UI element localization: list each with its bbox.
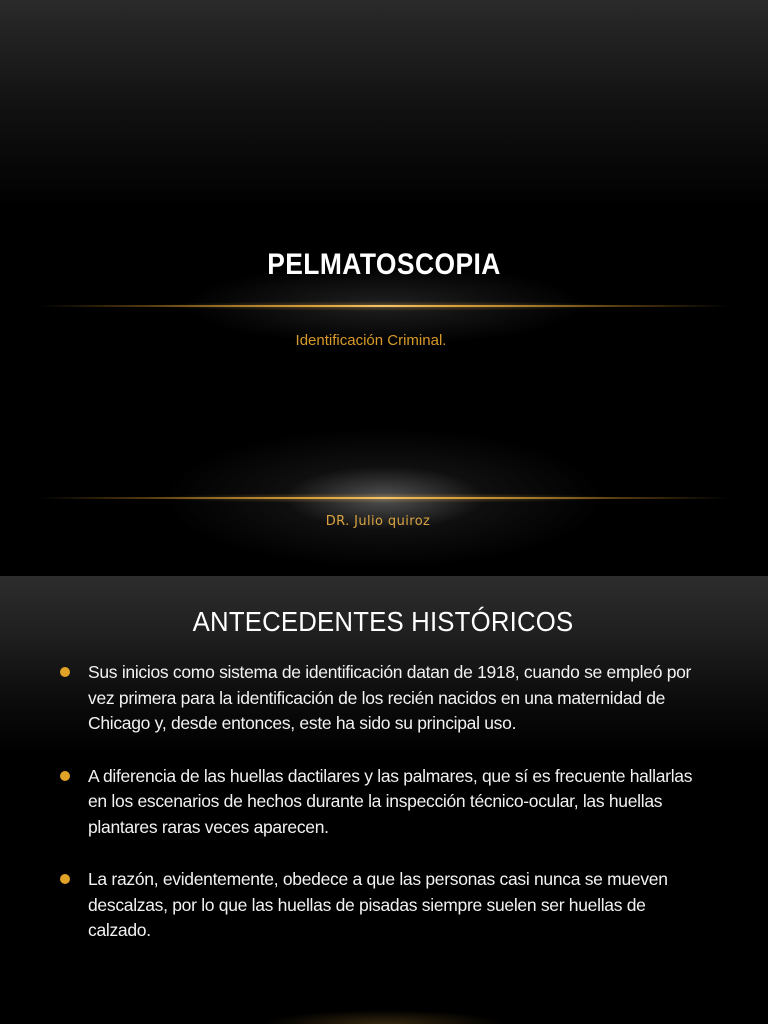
- bullet-list: [60, 660, 710, 971]
- bullet-item: [60, 764, 710, 841]
- bullet-item: [60, 660, 710, 737]
- slide-title: PELMATOSCOPIA: [267, 248, 501, 281]
- bullet-text: A diferencia de las huellas dactilares y las palmares, que sí es frecuente hallarlas en los escenarios de hechos durante la inspección técnico-ocular, las huellas plantares raras veces aparecen.: [88, 765, 693, 837]
- slide-subtitle: Identificación Criminal.: [295, 332, 447, 349]
- title-divider: [40, 305, 728, 307]
- author-name: DR. Julio quiroz: [325, 514, 431, 529]
- bullet-item: [60, 867, 710, 944]
- content-slide: [0, 576, 768, 1024]
- bullet-text: La razón, evidentemente, obedece a que las personas casi nunca se mueven descalzas, por lo que las huellas de pisadas siempre suelen ser huellas de calzado.: [88, 869, 668, 940]
- bullet-dot-icon: [60, 874, 70, 884]
- section-title: ANTECEDENTES HISTÓRICOS: [192, 606, 574, 637]
- bullet-dot-icon: [60, 771, 70, 781]
- author-divider: [40, 497, 728, 499]
- bullet-text: Sus inicios como sistema de identificación datan de 1918, cuando se empleó por vez primera para la identificación de los recién nacidos en una maternidad de Chicago y, desde entonces, este ha sido su principal uso.: [88, 662, 692, 733]
- bullet-dot-icon: [60, 667, 70, 677]
